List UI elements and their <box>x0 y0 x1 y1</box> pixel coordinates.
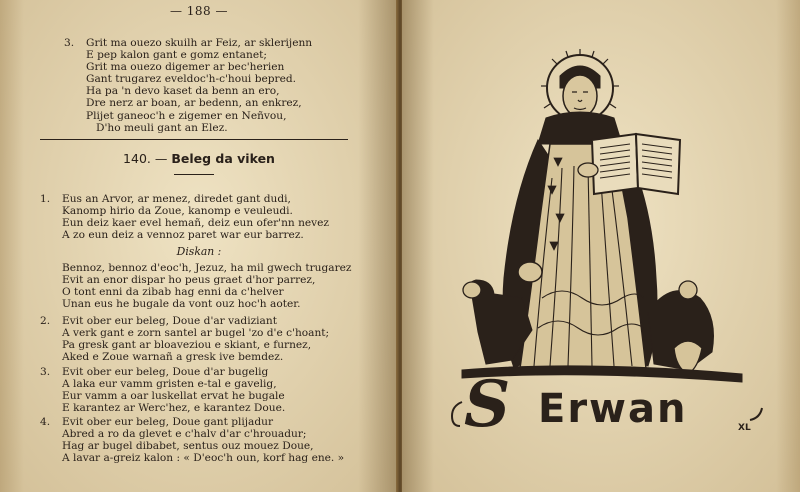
verse-line: Evit ober eur beleg, Doue d'ar vadiziant <box>62 315 277 327</box>
verse-line: E karantez ar Werc'hez, e karantez Doue. <box>62 402 286 415</box>
verse-line: Eur vamm a oar luskellat ervat he bugale <box>62 390 285 403</box>
verse-line: Unan eus he bugale da vont ouz hoc'h aoter. <box>62 298 301 311</box>
verse-line: Grit ma ouezo skuilh ar Feiz, ar sklerijenn <box>86 37 313 49</box>
right-page <box>402 0 800 492</box>
verse-line: Evit an enor dispar ho peus graet d'hor parrez, <box>62 274 316 287</box>
verse-line: Evit ober eur beleg, Doue d'ar bugelig <box>62 366 269 378</box>
stanza-number: 1. <box>40 193 51 205</box>
verse-line: Hag ar bugel dibabet, sentus ouz mouez Doue, <box>62 440 314 453</box>
verse-line: A verk gant e zorn santel ar bugel 'zo d'e c'hoant; <box>62 327 330 340</box>
verse-line: Evit ober eur beleg, Doue gant plijadur <box>62 416 274 428</box>
verse-line: D'ho meuli gant an Elez. <box>96 121 228 134</box>
left-page <box>0 0 398 492</box>
verse-line: A zo eun deiz a vennoz paret war eur barrez. <box>62 229 304 242</box>
verse-line: Abred a ro da glevet e c'halv d'ar c'hrouadur; <box>62 428 307 441</box>
previous-stanza <box>64 37 313 134</box>
stanza-1 <box>40 193 330 242</box>
verse-line: A lavar a-greiz kalon : « D'eoc'h oun, korf hag ene. » <box>62 452 345 465</box>
caption-initial: S <box>464 367 511 438</box>
stanza-number: 2. <box>40 315 51 327</box>
hymn-title: Beleg da viken <box>171 151 275 166</box>
hymn-heading <box>0 151 398 166</box>
page-number: — 188 — <box>169 4 229 18</box>
verse-line: Dre nerz ar boan, ar bedenn, an enkrez, <box>86 97 302 110</box>
section-divider <box>40 139 348 140</box>
hymn-dash: — <box>154 151 168 166</box>
stanza-4 <box>40 416 345 465</box>
verse-line: A laka eur vamm gristen e-tal e gavelig, <box>62 378 277 391</box>
verse-line: Eus an Arvor, ar menez, diredet gant dudi, <box>62 193 291 205</box>
verse-line: Aked e Zoue warnañ a gresk ive bemdez. <box>62 351 284 364</box>
verse-line: Grit ma ouezo digemer ar bec'herien <box>86 61 285 74</box>
stanza-number: 3. <box>64 37 75 49</box>
verse-line: Ha pa 'n devo kaset da benn an ero, <box>86 85 280 98</box>
refrain <box>62 262 352 310</box>
stanza-3 <box>40 366 286 415</box>
stanza-number: 4. <box>40 416 51 428</box>
verse-line: O tont enni da zibab hag enni da c'helver <box>62 286 284 299</box>
saint-woodcut-illustration <box>442 48 772 438</box>
verse-line: E pep kalon gant e gomz entanet; <box>86 49 267 62</box>
refrain-label: Diskan : <box>176 245 222 258</box>
verse-line: Eun deiz kaer evel hemañ, deiz eun ofer'nn nevez <box>62 217 330 230</box>
title-underline <box>174 174 214 175</box>
stanza-number: 3. <box>40 366 51 378</box>
artist-monogram: XL <box>738 423 751 433</box>
verse-line: Pa gresk gant ar bloaveziou e skiant, e furnez, <box>62 339 312 352</box>
stanza-2 <box>40 315 330 364</box>
verse-line: Plijet ganeoc'h e zigemer en Neñvou, <box>86 109 287 122</box>
caption-name: Erwan <box>538 386 688 432</box>
hymn-number: 140. <box>123 151 151 166</box>
verse-line: Bennoz, bennoz d'eoc'h, Jezuz, ha mil gwech trugarez <box>62 262 352 274</box>
verse-line: Kanomp hirio da Zoue, kanomp e veuleudi. <box>62 205 293 218</box>
verse-line: Gant trugarez eveldoc'h-c'houi bepred. <box>86 73 297 86</box>
